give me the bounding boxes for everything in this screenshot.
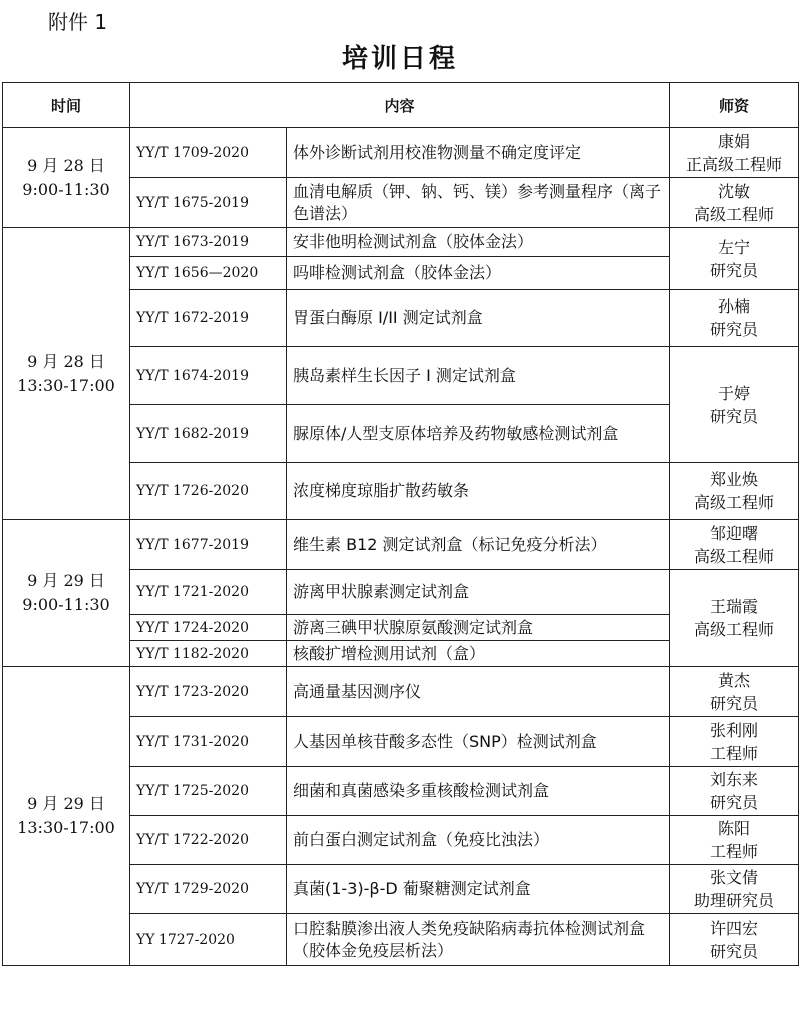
teacher-name: 张文倩: [710, 868, 759, 887]
session-date: 9 月 28 日: [27, 155, 105, 175]
session-date: 9 月 29 日: [27, 794, 105, 813]
teacher-name: 黄杰: [718, 670, 751, 690]
standard-number: YY/T 1672-2019: [130, 290, 287, 347]
teacher-cell: [670, 228, 799, 290]
teacher-cell: [670, 717, 799, 767]
training-schedule-table: [2, 82, 799, 966]
course-content: 细菌和真菌感染多重核酸检测试剂盒: [287, 767, 670, 816]
teacher-name: 于婷: [718, 383, 751, 403]
session-date: 9 月 29 日: [27, 571, 105, 590]
teacher-name: 郑业焕: [710, 470, 759, 489]
teacher-title: 研究员: [710, 320, 759, 339]
teacher-name: 左宁: [718, 237, 751, 257]
table-row: [3, 228, 799, 257]
teacher-name: 张利刚: [710, 720, 759, 740]
session-hours: 13:30-17:00: [17, 375, 115, 395]
teacher-title: 研究员: [710, 406, 759, 426]
teacher-title: 正高级工程师: [686, 154, 783, 174]
teacher-cell: [670, 816, 799, 865]
standard-number: YY/T 1721-2020: [130, 570, 287, 615]
course-content: 脲原体/人型支原体培养及药物敏感检测试剂盒: [287, 405, 670, 463]
teacher-name: 康娟: [718, 131, 751, 151]
standard-number: YY/T 1729-2020: [130, 865, 287, 914]
header-teacher: 师资: [670, 83, 799, 128]
teacher-cell: [670, 570, 799, 667]
standard-number: YY 1727-2020: [130, 914, 287, 966]
session-hours: 13:30-17:00: [17, 818, 115, 837]
standard-number: YY/T 1656—2020: [130, 257, 287, 290]
teacher-cell: [670, 667, 799, 717]
page-title: 培训日程: [341, 44, 458, 74]
table-row: [3, 667, 799, 717]
header-time: 时间: [3, 83, 130, 128]
teacher-name: 许四宏: [710, 918, 759, 938]
course-content: 血清电解质（钾、钠、钙、镁）参考测量程序（离子色谱法）: [287, 178, 670, 228]
course-content: 游离甲状腺素测定试剂盒: [287, 570, 670, 615]
session-time-cell: [3, 128, 130, 228]
standard-number: YY/T 1724-2020: [130, 615, 287, 641]
session-time-cell: [3, 228, 130, 520]
teacher-title: 工程师: [710, 842, 759, 861]
standard-number: YY/T 1709-2020: [130, 128, 287, 178]
teacher-cell: [670, 914, 799, 966]
course-content: 口腔黏膜渗出液人类免疫缺陷病毒抗体检测试剂盒（胶体金免疫层析法）: [287, 914, 670, 966]
teacher-name: 刘东来: [710, 770, 759, 789]
session-hours: 9:00-11:30: [22, 179, 110, 199]
teacher-cell: [670, 128, 799, 178]
teacher-title: 助理研究员: [694, 891, 775, 910]
attachment-label: 附件 1: [48, 10, 108, 34]
teacher-cell: [670, 290, 799, 347]
teacher-title: 高级工程师: [694, 620, 775, 639]
course-content: 高通量基因测序仪: [287, 667, 670, 717]
teacher-title: 工程师: [710, 743, 759, 763]
course-content: 胰岛素样生长因子 I 测定试剂盒: [287, 347, 670, 405]
table-header-row: [3, 83, 799, 128]
course-content: 胃蛋白酶原 I/II 测定试剂盒: [287, 290, 670, 347]
standard-number: YY/T 1675-2019: [130, 178, 287, 228]
standard-number: YY/T 1673-2019: [130, 228, 287, 257]
teacher-cell: [670, 347, 799, 463]
teacher-title: 高级工程师: [694, 546, 775, 566]
teacher-name: 陈阳: [718, 819, 751, 838]
course-content: 真菌(1-3)-β-D 葡聚糖测定试剂盒: [287, 865, 670, 914]
teacher-cell: [670, 463, 799, 520]
course-content: 核酸扩增检测用试剂（盒）: [287, 641, 670, 667]
table-row: [3, 128, 799, 178]
course-content: 前白蛋白测定试剂盒（免疫比浊法）: [287, 816, 670, 865]
teacher-name: 邹迎曙: [710, 523, 759, 543]
standard-number: YY/T 1677-2019: [130, 520, 287, 570]
course-content: 吗啡检测试剂盒（胶体金法）: [287, 257, 670, 290]
teacher-title: 研究员: [710, 693, 759, 713]
teacher-cell: [670, 865, 799, 914]
table-row: [3, 520, 799, 570]
course-content: 维生素 B12 测定试剂盒（标记免疫分析法）: [287, 520, 670, 570]
course-content: 浓度梯度琼脂扩散药敏条: [287, 463, 670, 520]
standard-number: YY/T 1674-2019: [130, 347, 287, 405]
standard-number: YY/T 1722-2020: [130, 816, 287, 865]
course-content: 游离三碘甲状腺原氨酸测定试剂盒: [287, 615, 670, 641]
teacher-name: 王瑞霞: [710, 597, 759, 616]
session-time-cell: [3, 667, 130, 966]
teacher-cell: [670, 520, 799, 570]
standard-number: YY/T 1731-2020: [130, 717, 287, 767]
teacher-title: 高级工程师: [694, 493, 775, 512]
teacher-name: 孙楠: [718, 297, 751, 316]
standard-number: YY/T 1682-2019: [130, 405, 287, 463]
header-content: 内容: [130, 83, 670, 128]
course-content: 安非他明检测试剂盒（胶体金法）: [287, 228, 670, 257]
teacher-cell: [670, 178, 799, 228]
teacher-title: 高级工程师: [694, 204, 775, 224]
teacher-title: 研究员: [710, 941, 759, 961]
course-content: 体外诊断试剂用校准物测量不确定度评定: [287, 128, 670, 178]
standard-number: YY/T 1725-2020: [130, 767, 287, 816]
session-hours: 9:00-11:30: [22, 595, 110, 614]
teacher-title: 研究员: [710, 260, 759, 280]
standard-number: YY/T 1726-2020: [130, 463, 287, 520]
teacher-name: 沈敏: [718, 181, 751, 201]
session-time-cell: [3, 520, 130, 667]
teacher-title: 研究员: [710, 793, 759, 812]
session-date: 9 月 28 日: [27, 351, 105, 371]
course-content: 人基因单核苷酸多态性（SNP）检测试剂盒: [287, 717, 670, 767]
standard-number: YY/T 1723-2020: [130, 667, 287, 717]
teacher-cell: [670, 767, 799, 816]
standard-number: YY/T 1182-2020: [130, 641, 287, 667]
